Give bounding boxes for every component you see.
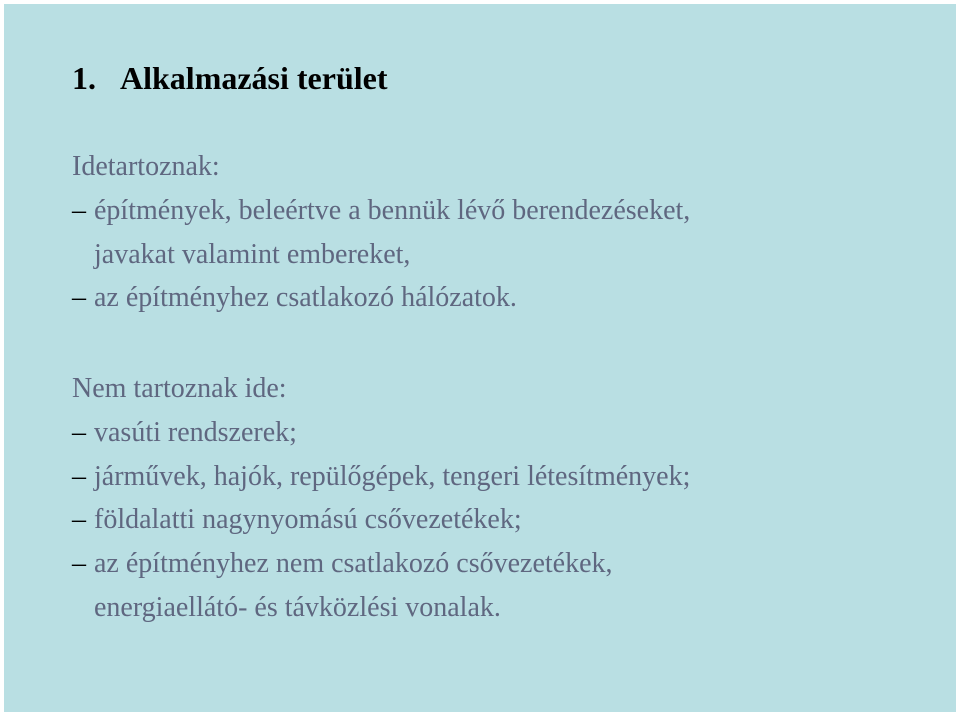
dash-marker: – <box>72 548 86 580</box>
excluded-list <box>72 367 690 630</box>
dash-marker: – <box>72 460 86 492</box>
excluded-heading: Nem tartoznak ide: <box>72 373 287 404</box>
section-number: 1. <box>72 60 96 96</box>
dash-marker: – <box>72 504 86 536</box>
excluded-item-text: járművek, hajók, repülőgépek, tengeri létesítmények; <box>94 460 691 492</box>
included-item-text: az építményhez csatlakozó hálózatok. <box>94 282 517 314</box>
slide <box>4 4 956 712</box>
included-heading: Idetartoznak: <box>72 151 220 182</box>
excluded-item-text: energiaellátó- és távközlési vonalak. <box>94 591 501 623</box>
excluded-item-text: földalatti nagynyomású csővezetékek; <box>94 504 522 536</box>
excluded-item <box>72 498 690 542</box>
excluded-item <box>72 542 690 586</box>
dash-marker: – <box>72 282 86 314</box>
included-item-text: építmények, beleértve a bennük lévő berendezéseket, <box>94 194 691 226</box>
included-list <box>72 145 690 320</box>
slide-title <box>72 58 388 98</box>
included-item-continuation <box>72 233 690 277</box>
included-item <box>72 189 690 233</box>
excluded-item <box>72 455 690 499</box>
dash-marker: – <box>72 194 86 226</box>
dash-marker: – <box>72 416 86 448</box>
included-item <box>72 276 690 320</box>
section-title-text: Alkalmazási terület <box>120 60 388 96</box>
included-item-text: javakat valamint embereket, <box>94 238 411 270</box>
excluded-item-text: az építményhez nem csatlakozó csővezetékek, <box>94 548 613 580</box>
excluded-item-text: vasúti rendszerek; <box>94 416 297 448</box>
excluded-item <box>72 411 690 455</box>
excluded-item-continuation <box>72 586 690 630</box>
